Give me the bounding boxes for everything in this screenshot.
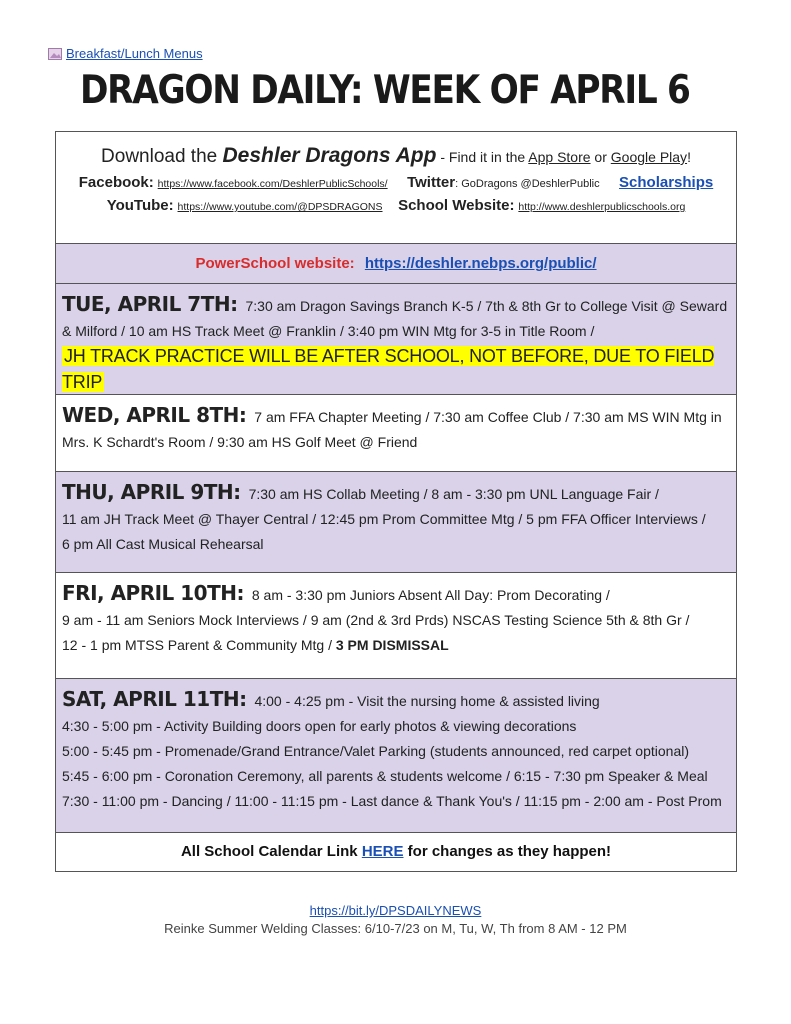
powerschool-label: PowerSchool website:: [195, 255, 355, 272]
menus-link-text: Breakfast/Lunch Menus: [66, 46, 203, 61]
facebook-link[interactable]: https://www.facebook.com/DeshlerPublicSchools/: [157, 178, 388, 190]
breakfast-lunch-menus-link[interactable]: [48, 46, 203, 61]
day-tuesday: [56, 284, 736, 395]
saturday-events-2: 4:30 - 5:00 pm - Activity Building doors open for early photos & viewing decorations: [62, 718, 577, 734]
powerschool-row: [56, 244, 736, 284]
twitter-label: Twitter: [407, 174, 456, 191]
tuesday-label: TUE, APRIL 7TH:: [62, 292, 238, 316]
youtube-link[interactable]: https://www.youtube.com/@DPSDRAGONS: [177, 201, 383, 213]
tuesday-events: 7:30 am Dragon Savings Branch K-5 / 7th & 8th Gr to College Visit @ Seward & Milford / 10 am HS Track Meet @ Franklin / 3:40 pm WIN Mtg for 3-5 in Title Room /: [62, 298, 728, 339]
saturday-label: SAT, APRIL 11TH:: [62, 687, 247, 711]
friday-events-3: 12 - 1 pm MTSS Parent & Community Mtg /: [62, 637, 336, 653]
thursday-events-1: 7:30 am HS Collab Meeting / 8 am - 3:30 pm UNL Language Fair /: [248, 486, 659, 502]
calendar-prefix: All School Calendar Link: [180, 843, 362, 860]
app-name: Deshler Dragons App: [222, 144, 437, 167]
calendar-here-link[interactable]: HERE: [361, 843, 404, 860]
powerschool-link[interactable]: https://deshler.nebps.org/public/: [364, 255, 597, 272]
bang-text: !: [687, 149, 691, 165]
google-play-link[interactable]: Google Play: [610, 149, 688, 165]
or-text: or: [590, 149, 611, 165]
saturday-events-1: 4:00 - 4:25 pm - Visit the nursing home & assisted living: [254, 693, 600, 709]
twitter-value: : GoDragons @DeshlerPublic: [455, 178, 600, 190]
calendar-suffix: for changes as they happen!: [403, 843, 612, 860]
thursday-events-3: 6 pm All Cast Musical Rehearsal: [62, 536, 264, 552]
app-info-row: [56, 132, 736, 244]
youtube-line: [56, 197, 736, 214]
tuesday-highlight-note: JH TRACK PRACTICE WILL BE AFTER SCHOOL, NOT BEFORE, DUE TO FIELD TRIP: [62, 346, 715, 392]
download-line: [56, 144, 736, 168]
thursday-label: THU, APRIL 9TH:: [62, 480, 241, 504]
page-title: DRAGON DAILY: WEEK OF APRIL 6: [80, 68, 690, 113]
day-saturday: [56, 679, 736, 833]
thursday-events-2: 11 am JH Track Meet @ Thayer Central / 12:45 pm Prom Committee Mtg / 5 pm FFA Officer Interviews /: [62, 511, 706, 527]
saturday-events-4: 5:45 - 6:00 pm - Coronation Ceremony, all parents & students welcome / 6:15 - 7:30 pm Speaker & Meal: [62, 768, 708, 784]
friday-label: FRI, APRIL 10TH:: [62, 581, 244, 605]
day-friday: [56, 573, 736, 679]
welding-classes-note: Reinke Summer Welding Classes: 6/10-7/23 on M, Tu, W, Th from 8 AM - 12 PM: [164, 921, 627, 936]
youtube-label: YouTube:: [106, 197, 174, 214]
image-icon: [48, 48, 62, 60]
website-link[interactable]: http://www.deshlerpublicschools.org: [518, 201, 686, 213]
find-text: - Find it in the: [436, 149, 529, 165]
saturday-events-5: 7:30 - 11:00 pm - Dancing / 11:00 - 11:15 pm - Last dance & Thank You's / 11:15 pm - 2:00 am - Post Prom: [62, 793, 722, 809]
calendar-row: [56, 833, 736, 871]
schedule-table: [55, 131, 737, 872]
daily-news-link[interactable]: https://bit.ly/DPSDAILYNEWS: [309, 903, 482, 918]
wednesday-events: 7 am FFA Chapter Meeting / 7:30 am Coffee Club / 7:30 am MS WIN Mtg in Mrs. K Schardt's Room / 9:30 am HS Golf Meet @ Friend: [62, 409, 722, 450]
friday-events-2: 9 am - 11 am Seniors Mock Interviews / 9 am (2nd & 3rd Prds) NSCAS Testing Science 5th & 8th Gr /: [62, 612, 690, 628]
dismissal-notice: 3 PM DISMISSAL: [335, 637, 449, 653]
download-prefix: Download the: [101, 146, 218, 167]
day-thursday: [56, 472, 736, 573]
friday-events-1: 8 am - 3:30 pm Juniors Absent All Day: Prom Decorating /: [251, 587, 610, 603]
facebook-label: Facebook:: [78, 174, 154, 191]
scholarships-link[interactable]: Scholarships: [619, 174, 714, 191]
wednesday-label: WED, APRIL 8TH:: [62, 403, 247, 427]
social-line: [56, 174, 736, 191]
day-wednesday: [56, 395, 736, 472]
website-label: School Website:: [398, 197, 515, 214]
saturday-events-3: 5:00 - 5:45 pm - Promenade/Grand Entrance/Valet Parking (students announced, red carpet optional): [62, 743, 689, 759]
app-store-link[interactable]: App Store: [528, 149, 591, 165]
